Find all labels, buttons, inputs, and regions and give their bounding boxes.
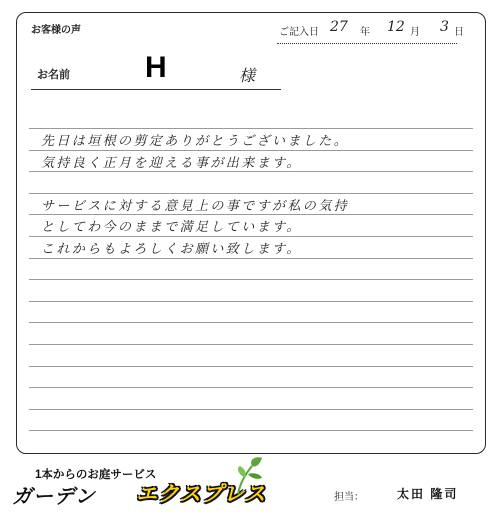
staff-name: 太田 隆司 bbox=[397, 487, 459, 501]
staff-label: 担当： bbox=[334, 492, 364, 503]
date-month: 12 bbox=[387, 19, 405, 35]
brand-name-accent: エクスプレス bbox=[136, 483, 267, 506]
ruled-line bbox=[29, 236, 473, 237]
month-unit: 月 bbox=[410, 27, 420, 38]
ruled-line bbox=[29, 258, 473, 259]
name-label: お名前 bbox=[37, 68, 70, 81]
customer-name: H bbox=[145, 51, 167, 84]
message-line: これからもよろしくお願い致します。 bbox=[41, 242, 302, 257]
leaf-sprout-icon bbox=[228, 456, 268, 496]
ruled-line bbox=[29, 344, 473, 345]
date-underline bbox=[277, 43, 457, 44]
name-underline bbox=[31, 89, 281, 90]
date-day: 3 bbox=[440, 19, 449, 35]
name-row bbox=[17, 51, 485, 93]
ruled-line bbox=[29, 322, 473, 323]
message-line: 先日は垣根の剪定ありがとうございました。 bbox=[41, 134, 350, 149]
tagline: 1本からのお庭サービス bbox=[35, 469, 157, 481]
year-unit: 年 bbox=[360, 27, 370, 38]
ruled-line bbox=[29, 128, 473, 129]
company-footer bbox=[0, 456, 500, 515]
header-row bbox=[17, 13, 485, 45]
ruled-line bbox=[29, 366, 473, 367]
ruled-line bbox=[29, 279, 473, 280]
ruled-line bbox=[29, 430, 473, 431]
ruled-line bbox=[29, 409, 473, 410]
ruled-line bbox=[29, 193, 473, 194]
name-suffix: 様 bbox=[239, 66, 256, 85]
date-year: 27 bbox=[330, 19, 348, 35]
message-line: としてわ今のままで満足しています。 bbox=[41, 220, 302, 236]
ruled-line bbox=[29, 171, 473, 172]
testimonial-card bbox=[16, 12, 486, 454]
section-title: お客様の声 bbox=[31, 25, 81, 36]
message-line: 気持良く正月を迎える事が出来ます。 bbox=[41, 155, 302, 171]
date-label: ご記入日 bbox=[279, 27, 319, 38]
ruled-line bbox=[29, 150, 473, 151]
ruled-line bbox=[29, 214, 473, 215]
ruled-line bbox=[29, 387, 473, 388]
day-unit: 日 bbox=[454, 27, 464, 38]
brand-name: ガーデン bbox=[12, 486, 96, 508]
ruled-line bbox=[29, 301, 473, 302]
message-line: サービスに対する意見上の事ですが私の気持 bbox=[41, 198, 350, 214]
